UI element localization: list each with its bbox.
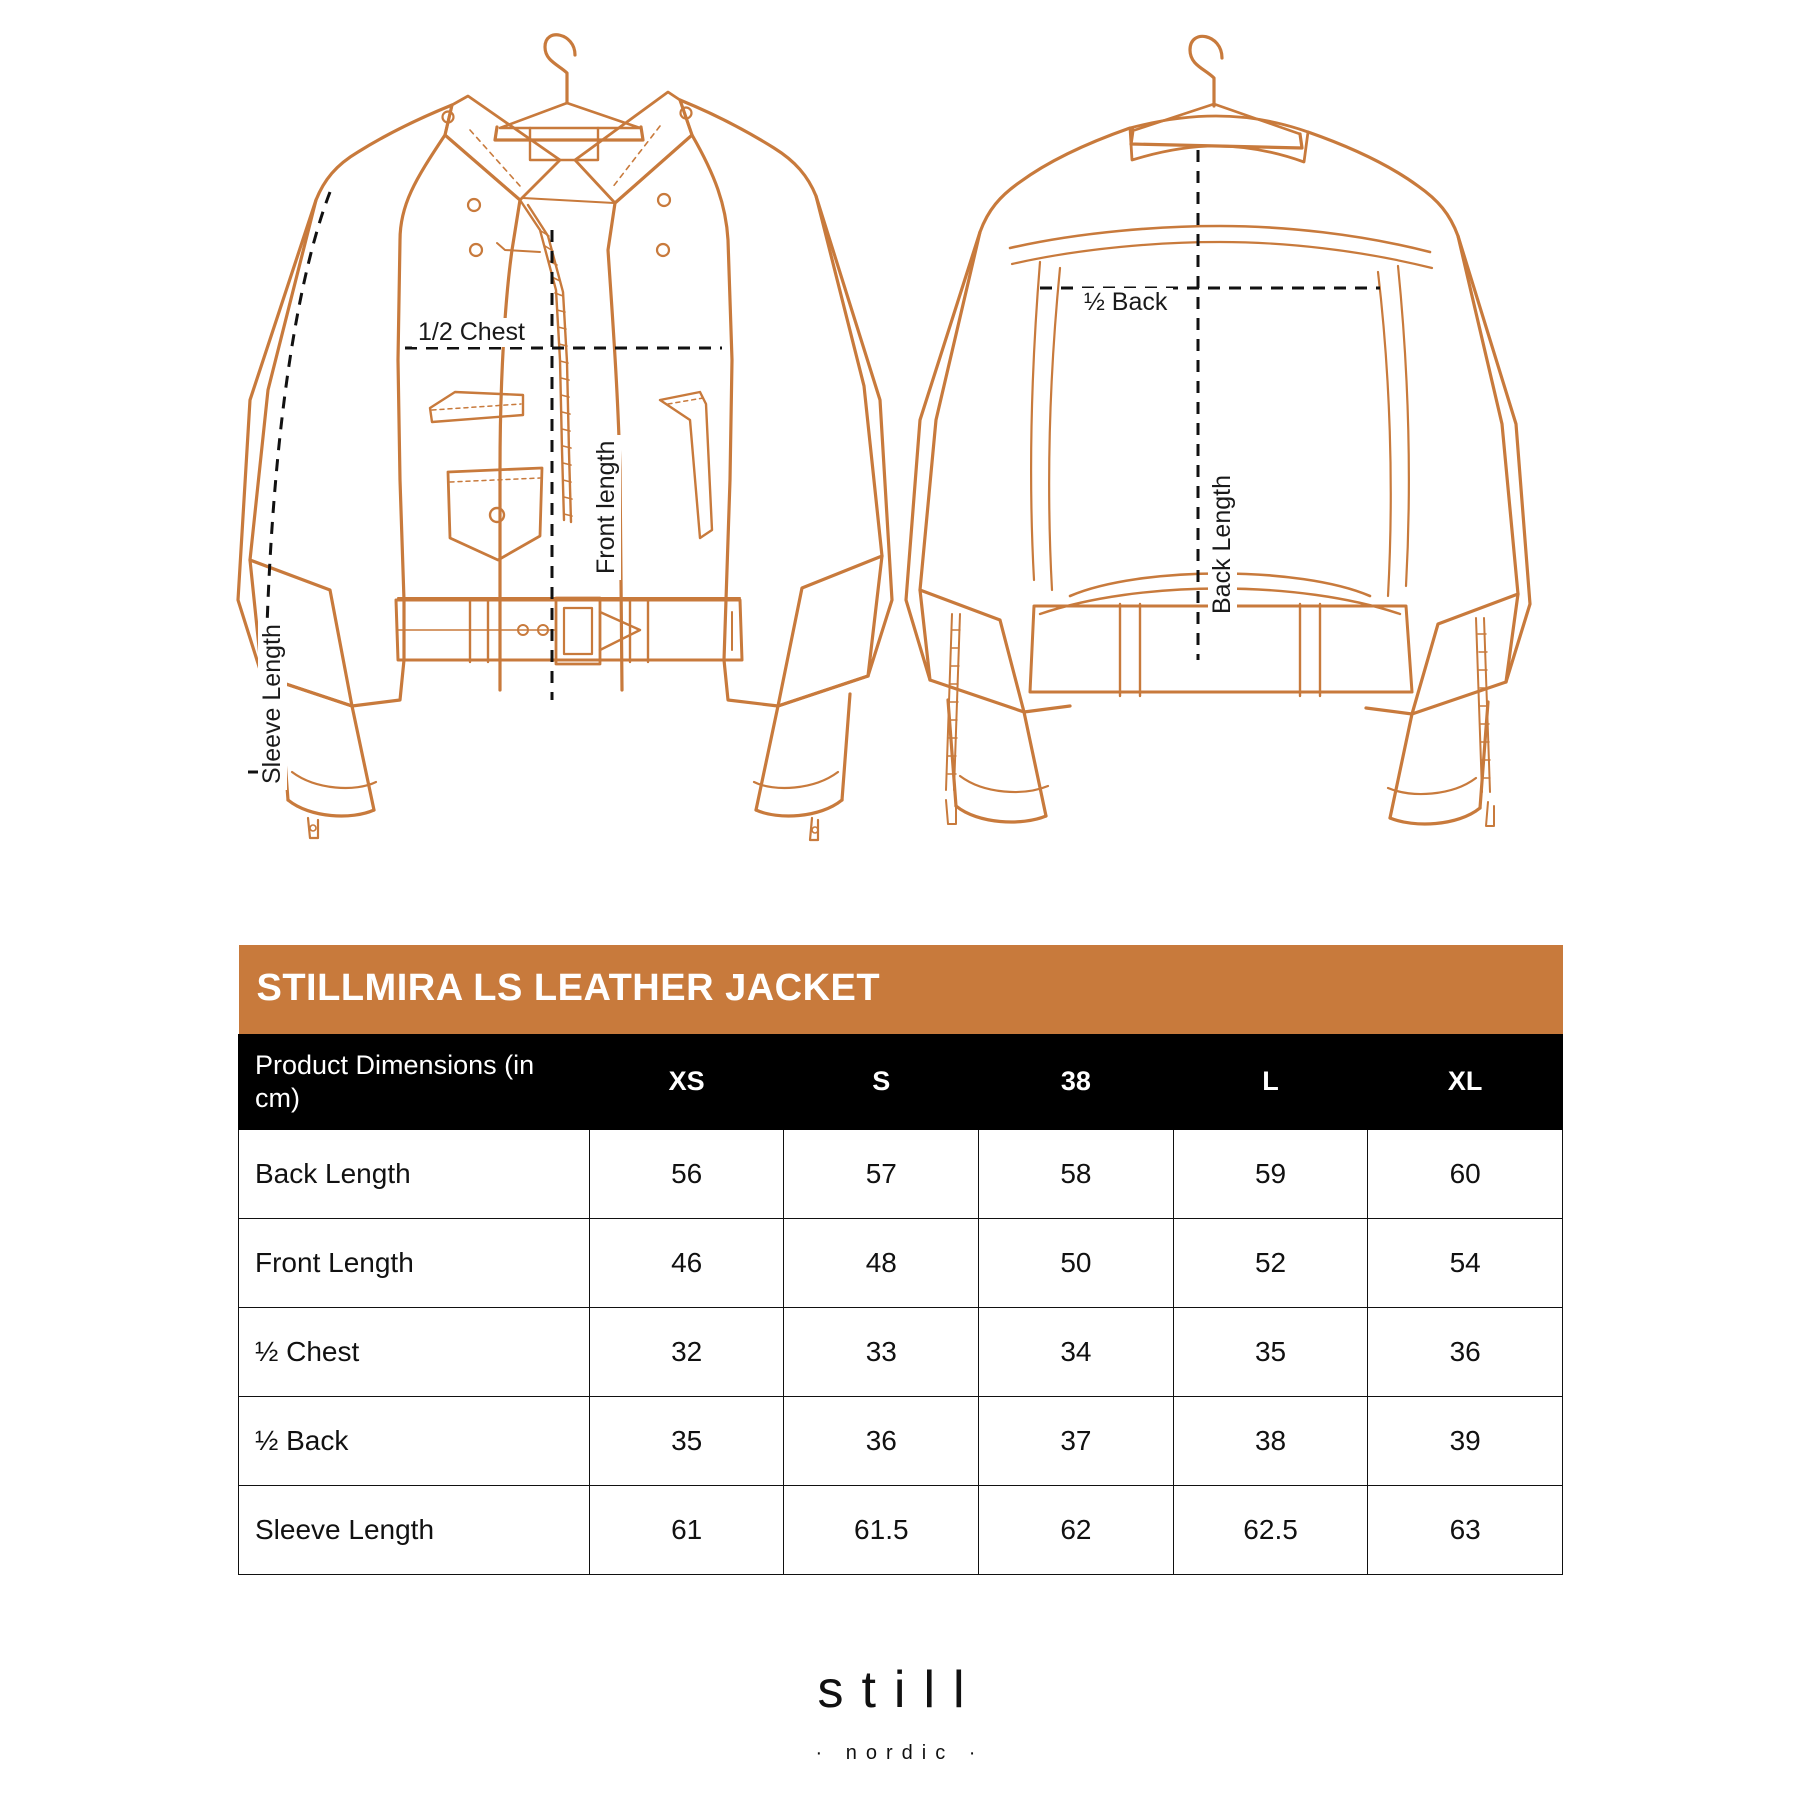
jacket-back-technical-drawing — [906, 36, 1530, 826]
cell-half-chest-xl: 36 — [1368, 1307, 1563, 1396]
size-chart-table — [238, 945, 1563, 1575]
cell-sleeve-length-38: 62 — [979, 1485, 1174, 1574]
label-half-back: ½ Back — [1078, 288, 1173, 317]
table-header-row — [239, 1035, 1563, 1130]
dimension-header: Product Dimensions (in cm) — [239, 1035, 590, 1130]
cell-back-length-xl: 60 — [1368, 1129, 1563, 1218]
table-row — [239, 1485, 1563, 1574]
table-row — [239, 1307, 1563, 1396]
cell-front-length-xl: 54 — [1368, 1218, 1563, 1307]
cell-half-back-xl: 39 — [1368, 1396, 1563, 1485]
cell-back-length-xs: 56 — [589, 1129, 784, 1218]
jacket-front-technical-drawing — [238, 35, 892, 840]
row-label-front-length: Front Length — [239, 1218, 590, 1307]
cell-half-back-xs: 35 — [589, 1396, 784, 1485]
cell-half-chest-s: 33 — [784, 1307, 979, 1396]
brand-logo-text: still — [817, 1661, 983, 1719]
cell-half-chest-38: 34 — [979, 1307, 1174, 1396]
cell-back-length-38: 58 — [979, 1129, 1174, 1218]
row-label-half-back: ½ Back — [239, 1396, 590, 1485]
cell-half-chest-xs: 32 — [589, 1307, 784, 1396]
cell-back-length-l: 59 — [1173, 1129, 1368, 1218]
cell-front-length-s: 48 — [784, 1218, 979, 1307]
label-sleeve-length: Sleeve Length — [258, 618, 287, 790]
cell-half-back-38: 37 — [979, 1396, 1174, 1485]
size-header-xl: XL — [1368, 1035, 1563, 1130]
cell-front-length-38: 50 — [979, 1218, 1174, 1307]
size-header-38: 38 — [979, 1035, 1174, 1130]
brand-tagline: · nordic · — [815, 1742, 985, 1764]
cell-half-back-l: 38 — [1173, 1396, 1368, 1485]
row-label-sleeve-length: Sleeve Length — [239, 1485, 590, 1574]
cell-sleeve-length-xs: 61 — [589, 1485, 784, 1574]
cell-front-length-xs: 46 — [589, 1218, 784, 1307]
label-front-length: Front length — [592, 435, 621, 580]
table-row — [239, 1396, 1563, 1485]
table-title-row — [239, 945, 1563, 1035]
label-back-length: Back Length — [1208, 469, 1237, 620]
cell-back-length-s: 57 — [784, 1129, 979, 1218]
table-row — [239, 1129, 1563, 1218]
cell-sleeve-length-l: 62.5 — [1173, 1485, 1368, 1574]
cell-front-length-l: 52 — [1173, 1218, 1368, 1307]
size-header-s: S — [784, 1035, 979, 1130]
row-label-back-length: Back Length — [239, 1129, 590, 1218]
row-label-half-chest: ½ Chest — [239, 1307, 590, 1396]
cell-sleeve-length-xl: 63 — [1368, 1485, 1563, 1574]
size-header-xs: XS — [589, 1035, 784, 1130]
cell-half-chest-l: 35 — [1173, 1307, 1368, 1396]
measurement-guides — [248, 150, 1380, 780]
size-header-l: L — [1173, 1035, 1368, 1130]
product-title: STILLMIRA LS LEATHER JACKET — [239, 945, 1563, 1035]
label-half-chest: 1/2 Chest — [412, 318, 531, 347]
cell-half-back-s: 36 — [784, 1396, 979, 1485]
brand-footer — [0, 1660, 1800, 1765]
table-row — [239, 1218, 1563, 1307]
cell-sleeve-length-s: 61.5 — [784, 1485, 979, 1574]
size-chart-table-wrap — [238, 945, 1563, 1575]
